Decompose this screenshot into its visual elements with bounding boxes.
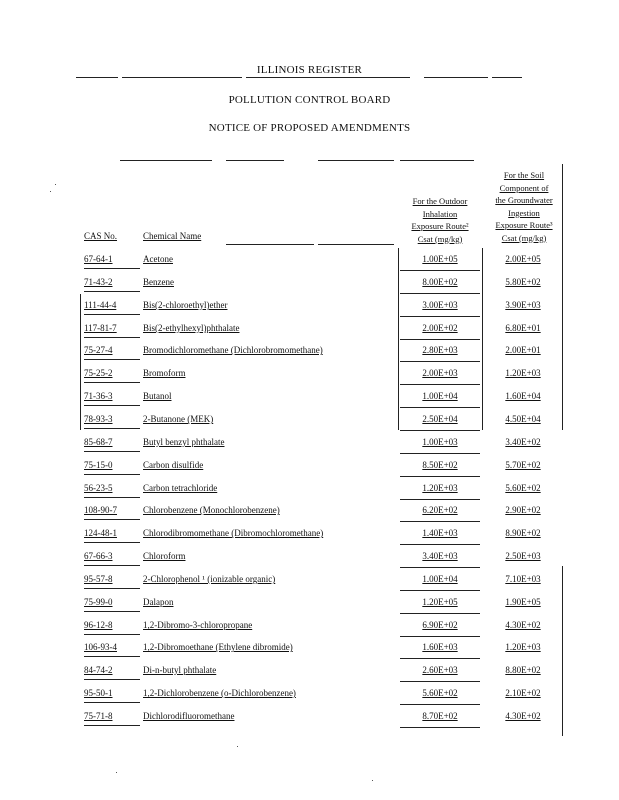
column-border <box>482 248 483 430</box>
chemical-name-column-header: Chemical Name <box>143 231 202 241</box>
row-rule <box>400 658 480 659</box>
row-rule <box>400 476 480 477</box>
chemical-name: Dichlorodifluoromethane <box>143 711 235 721</box>
cas-number: 71-43-2 <box>84 277 113 287</box>
header-underline <box>226 244 314 245</box>
groundwater-ingestion-value: 4.50E+04 <box>505 414 541 424</box>
soil-heading-line: Csat (mg/kg) <box>501 232 547 243</box>
row-rule <box>84 611 140 612</box>
header-underline <box>318 244 394 245</box>
row-rule <box>84 679 140 680</box>
row-rule <box>84 451 140 452</box>
soil-heading-line: Ingestion <box>508 207 540 218</box>
cas-number: 75-71-8 <box>84 711 113 721</box>
table-top-rule <box>400 160 474 161</box>
cas-number: 84-74-2 <box>84 665 113 675</box>
header-rule <box>76 77 118 78</box>
row-rule <box>84 702 140 703</box>
soil-heading-line: Component of <box>499 182 549 193</box>
chemical-name: Bromodichloromethane (Dichlorobromomethane) <box>143 345 323 355</box>
header-rule <box>424 77 488 78</box>
row-rule <box>84 268 140 269</box>
outdoor-inhalation-value: 6.20E+02 <box>422 505 458 515</box>
row-rule <box>400 544 480 545</box>
row-rule <box>84 497 140 498</box>
chemical-name: Bis(2-ethylhexyl)phthalate <box>143 323 240 333</box>
groundwater-ingestion-value: 2.00E+05 <box>505 254 541 264</box>
outdoor-inhalation-value: 6.90E+02 <box>422 620 458 630</box>
row-rule <box>84 542 140 543</box>
row-rule <box>400 613 480 614</box>
cas-number: 124-48-1 <box>84 528 117 538</box>
cas-number: 85-68-7 <box>84 437 113 447</box>
chemical-name: Acetone <box>143 254 173 264</box>
row-rule <box>84 474 140 475</box>
table-top-rule <box>120 160 212 161</box>
row-rule <box>84 291 140 292</box>
cas-number: 75-15-0 <box>84 460 113 470</box>
chemical-name: 1,2-Dibromo-3-chloropropane <box>143 620 253 630</box>
soil-component-heading <box>480 169 568 244</box>
outdoor-inhalation-value: 2.50E+04 <box>422 414 458 424</box>
register-title: ILLINOIS REGISTER <box>256 64 363 76</box>
row-rule <box>400 636 480 637</box>
groundwater-ingestion-value: 1.20E+03 <box>505 642 541 652</box>
outdoor-inhalation-value: 1.40E+03 <box>422 528 458 538</box>
table-top-rule <box>318 160 394 161</box>
chemical-name: Di-n-butyl phthalate <box>143 665 217 675</box>
row-rule <box>84 656 140 657</box>
scan-speck <box>50 191 51 192</box>
groundwater-ingestion-value: 5.60E+02 <box>505 483 541 493</box>
table-right-border <box>562 566 563 736</box>
chemical-name: 1,2-Dichlorobenzene (o-Dichlorobenzene) <box>143 688 296 698</box>
board-title: POLLUTION CONTROL BOARD <box>228 94 391 106</box>
outdoor-inhalation-value: 1.20E+03 <box>422 483 458 493</box>
chemical-name: Bis(2-chloroethyl)ether <box>143 300 228 310</box>
chemical-name: Carbon tetrachloride <box>143 483 218 493</box>
row-rule <box>84 337 140 338</box>
cas-number: 95-57-8 <box>84 574 113 584</box>
outdoor-inhalation-value: 1.00E+05 <box>422 254 458 264</box>
row-rule <box>400 361 480 362</box>
row-rule <box>400 704 480 705</box>
groundwater-ingestion-value: 2.90E+02 <box>505 505 541 515</box>
outdoor-inhalation-value: 2.00E+02 <box>422 323 458 333</box>
cas-number: 67-64-1 <box>84 254 113 264</box>
row-rule <box>84 382 140 383</box>
cas-number: 75-25-2 <box>84 368 113 378</box>
chemical-name: 1,2-Dibromoethane (Ethylene dibromide) <box>143 642 293 652</box>
row-rule <box>84 634 140 635</box>
row-rule <box>400 499 480 500</box>
header-rule <box>492 77 522 78</box>
soil-heading-line: the Groundwater <box>495 195 553 205</box>
outdoor-inhalation-value: 3.00E+03 <box>422 300 458 310</box>
chemical-name: 2-Chlorophenol ¹ (ionizable organic) <box>143 574 276 584</box>
notice-title: NOTICE OF PROPOSED AMENDMENTS <box>208 122 411 134</box>
groundwater-ingestion-value: 8.90E+02 <box>505 528 541 538</box>
row-rule <box>400 567 480 568</box>
groundwater-ingestion-value: 3.40E+02 <box>505 437 541 447</box>
row-rule <box>400 293 480 294</box>
scan-speck <box>116 772 117 773</box>
row-rule <box>84 588 140 589</box>
scan-speck <box>372 780 373 781</box>
chemical-name: Chlorobenzene (Monochlorobenzene) <box>143 505 280 515</box>
groundwater-ingestion-value: 1.90E+05 <box>505 597 541 607</box>
scan-speck <box>55 184 56 185</box>
cas-number: 71-36-3 <box>84 391 113 401</box>
cas-number: 75-27-4 <box>84 345 113 355</box>
groundwater-ingestion-value: 2.10E+02 <box>505 688 541 698</box>
chemical-name: Benzene <box>143 277 174 287</box>
chemical-name: Bromoform <box>143 368 186 378</box>
row-rule <box>400 270 480 271</box>
row-rule <box>400 384 480 385</box>
cas-number: 95-50-1 <box>84 688 113 698</box>
outdoor-inhalation-value: 2.00E+03 <box>422 368 458 378</box>
outdoor-inhalation-value: 8.50E+02 <box>422 460 458 470</box>
groundwater-ingestion-value: 2.50E+03 <box>505 551 541 561</box>
chemical-name: Chlorodibromomethane (Dibromochloromethane) <box>143 528 324 538</box>
outdoor-heading-line: For the Outdoor <box>412 196 468 206</box>
groundwater-ingestion-value: 4.30E+02 <box>505 620 541 630</box>
outdoor-heading-line: Exposure Route² <box>411 221 469 231</box>
row-rule <box>400 727 480 728</box>
row-rule <box>84 565 140 566</box>
cas-number: 117-81-7 <box>84 323 117 333</box>
chemical-name: Carbon disulfide <box>143 460 204 470</box>
groundwater-ingestion-value: 1.60E+04 <box>505 391 541 401</box>
chemical-name: Chloroform <box>143 551 186 561</box>
outdoor-inhalation-value: 2.60E+03 <box>422 665 458 675</box>
cas-number: 96-12-8 <box>84 620 113 630</box>
groundwater-ingestion-value: 5.70E+02 <box>505 460 541 470</box>
column-border <box>398 248 399 430</box>
chemical-name: 2-Butanone (MEK) <box>143 414 214 424</box>
row-rule <box>84 725 140 726</box>
cas-number: 78-93-3 <box>84 414 113 424</box>
groundwater-ingestion-value: 3.90E+03 <box>505 300 541 310</box>
column-border <box>80 294 81 430</box>
soil-heading-line: Exposure Route³ <box>495 220 553 230</box>
groundwater-ingestion-value: 6.80E+01 <box>505 323 541 333</box>
row-rule <box>84 519 140 520</box>
groundwater-ingestion-value: 5.80E+02 <box>505 277 541 287</box>
cas-number: 111-44-4 <box>84 300 117 310</box>
row-rule <box>400 407 480 408</box>
chemical-name: Butanol <box>143 391 172 401</box>
row-rule <box>84 359 140 360</box>
outdoor-inhalation-value: 1.60E+03 <box>422 642 458 652</box>
cas-number: 108-90-7 <box>84 505 117 515</box>
cas-number: 106-93-4 <box>84 642 117 652</box>
groundwater-ingestion-value: 7.10E+03 <box>505 574 541 584</box>
groundwater-ingestion-value: 1.20E+03 <box>505 368 541 378</box>
row-rule <box>400 681 480 682</box>
groundwater-ingestion-value: 8.80E+02 <box>505 665 541 675</box>
row-rule <box>400 590 480 591</box>
cas-number: 67-66-3 <box>84 551 113 561</box>
cas-number: 75-99-0 <box>84 597 113 607</box>
row-rule <box>400 316 480 317</box>
row-rule <box>84 428 140 429</box>
cas-column-header: CAS No. <box>84 231 118 241</box>
row-rule <box>400 339 480 340</box>
outdoor-inhalation-heading <box>392 195 488 245</box>
row-rule <box>400 453 480 454</box>
row-rule <box>400 521 480 522</box>
row-rule <box>84 405 140 406</box>
outdoor-inhalation-value: 5.60E+02 <box>422 688 458 698</box>
outdoor-inhalation-value: 2.80E+03 <box>422 345 458 355</box>
outdoor-inhalation-value: 3.40E+03 <box>422 551 458 561</box>
outdoor-inhalation-value: 8.70E+02 <box>422 711 458 721</box>
outdoor-heading-line: Csat (mg/kg) <box>417 233 463 244</box>
soil-heading-line: For the Soil <box>503 170 545 180</box>
header-rule <box>246 77 410 78</box>
header-rule <box>122 77 242 78</box>
outdoor-heading-line: Inhalation <box>422 208 458 219</box>
table-top-rule <box>226 160 284 161</box>
outdoor-inhalation-value: 8.00E+02 <box>422 277 458 287</box>
row-rule <box>400 430 480 431</box>
outdoor-inhalation-value: 1.20E+05 <box>422 597 458 607</box>
groundwater-ingestion-value: 4.30E+02 <box>505 711 541 721</box>
chemical-name: Dalapon <box>143 597 174 607</box>
outdoor-inhalation-value: 1.00E+03 <box>422 437 458 447</box>
chemical-name: Butyl benzyl phthalate <box>143 437 225 447</box>
row-rule <box>84 314 140 315</box>
cas-number: 56-23-5 <box>84 483 113 493</box>
groundwater-ingestion-value: 2.00E+01 <box>505 345 541 355</box>
scan-speck <box>237 746 238 747</box>
outdoor-inhalation-value: 1.00E+04 <box>422 574 458 584</box>
outdoor-inhalation-value: 1.00E+04 <box>422 391 458 401</box>
